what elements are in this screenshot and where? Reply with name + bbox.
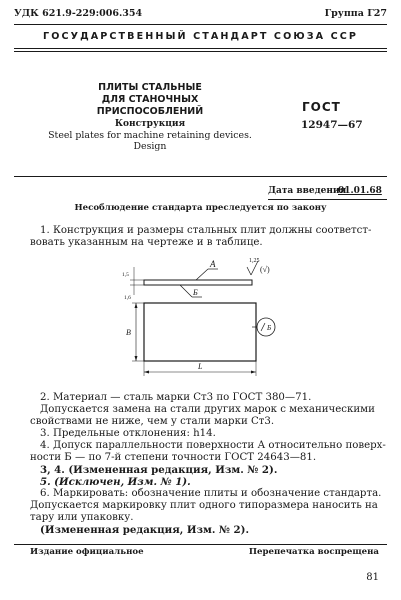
paragraph-2-6 xyxy=(30,392,386,536)
p5-excluded: 5. (Исключен, Изм. № 1). xyxy=(40,476,191,488)
label-v: В xyxy=(126,328,131,337)
group-code: Группа Г27 xyxy=(324,8,387,19)
p6-line1: 6. Маркировать: обозначение плиты и обозначение стандарта. xyxy=(40,488,382,499)
p3: 3. Предельные отклонения: h14. xyxy=(40,428,216,439)
p2b-line1: Допускается замена на стали других марок с механическими xyxy=(40,404,375,415)
title-ru-line2: ДЛЯ СТАНОЧНЫХ xyxy=(101,94,199,105)
p34-change: 3, 4. (Измененная редакция, Изм. № 2). xyxy=(40,464,278,476)
p4-line2: ности Б — по 7-й степени точности ГОСТ 24643—81. xyxy=(30,452,317,463)
title-en-line2: Design xyxy=(133,141,167,152)
roughness-paren: (√) xyxy=(260,265,270,274)
header-rule-mid2 xyxy=(14,51,387,52)
gost-label: ГОСТ xyxy=(302,100,341,114)
p4-line1: 4. Допуск параллельности поверхности А относительно поверх- xyxy=(40,440,386,451)
roughness-value: 1,25 xyxy=(249,258,260,264)
header-rule-top xyxy=(14,24,387,25)
technical-drawing xyxy=(110,255,310,380)
warning-text: Несоблюдение стандарта преследуется по закону xyxy=(74,203,327,213)
p6-line3: тару или упаковку. xyxy=(30,512,134,523)
date-value: 01.01.68 xyxy=(338,186,382,196)
page-number: 81 xyxy=(366,572,379,583)
dim-1-5: 1,5 xyxy=(122,272,129,278)
label-a: А xyxy=(210,259,216,269)
date-label: Дата введения xyxy=(268,186,347,196)
dim-1-6: 1,6 xyxy=(124,295,131,301)
title-ru-sub: Конструкция xyxy=(114,119,186,129)
title-en-line1: Steel plates for machine retaining devices. xyxy=(48,130,252,141)
p2: 2. Материал — сталь марки Ст3 по ГОСТ 380—71. xyxy=(40,392,312,403)
standard-title: ГОСУДАРСТВЕННЫЙ СТАНДАРТ СОЮЗА ССР xyxy=(42,31,358,42)
paragraph-1 xyxy=(30,225,375,249)
date-rule xyxy=(268,199,387,200)
header-rule-mid xyxy=(14,48,387,49)
udk-code: УДК 621.9-229:006.354 xyxy=(14,8,143,19)
title-ru-line1: ПЛИТЫ СТАЛЬНЫЕ xyxy=(98,82,202,93)
p1-line1: 1. Конструкция и размеры стальных плит должны соответст- xyxy=(40,225,372,236)
tolerance-box: Б xyxy=(267,324,272,332)
p2b-line2: свойствами не ниже, чем у стали марки Ст3. xyxy=(30,416,275,427)
plate-plan-view xyxy=(144,303,256,361)
gost-number: 12947—67 xyxy=(301,119,363,131)
title-rule xyxy=(14,176,387,177)
p6-change: (Измененная редакция, Изм. № 2). xyxy=(40,524,250,536)
label-l: L xyxy=(198,362,203,371)
p6-line2: Допускается маркировку плит одного типоразмера наносить на xyxy=(30,500,378,511)
footer-rule xyxy=(14,544,387,545)
title-ru-line3: ПРИСПОСОБЛЕНИЙ xyxy=(96,106,204,117)
footer-reprint: Перепечатка воспрещена xyxy=(248,547,379,557)
footer-official: Издание официальное xyxy=(30,547,144,557)
plate-side-view xyxy=(144,280,252,285)
label-b: Б xyxy=(193,288,198,297)
p1-line2: вовать указанным на чертеже и в таблице. xyxy=(30,237,263,248)
